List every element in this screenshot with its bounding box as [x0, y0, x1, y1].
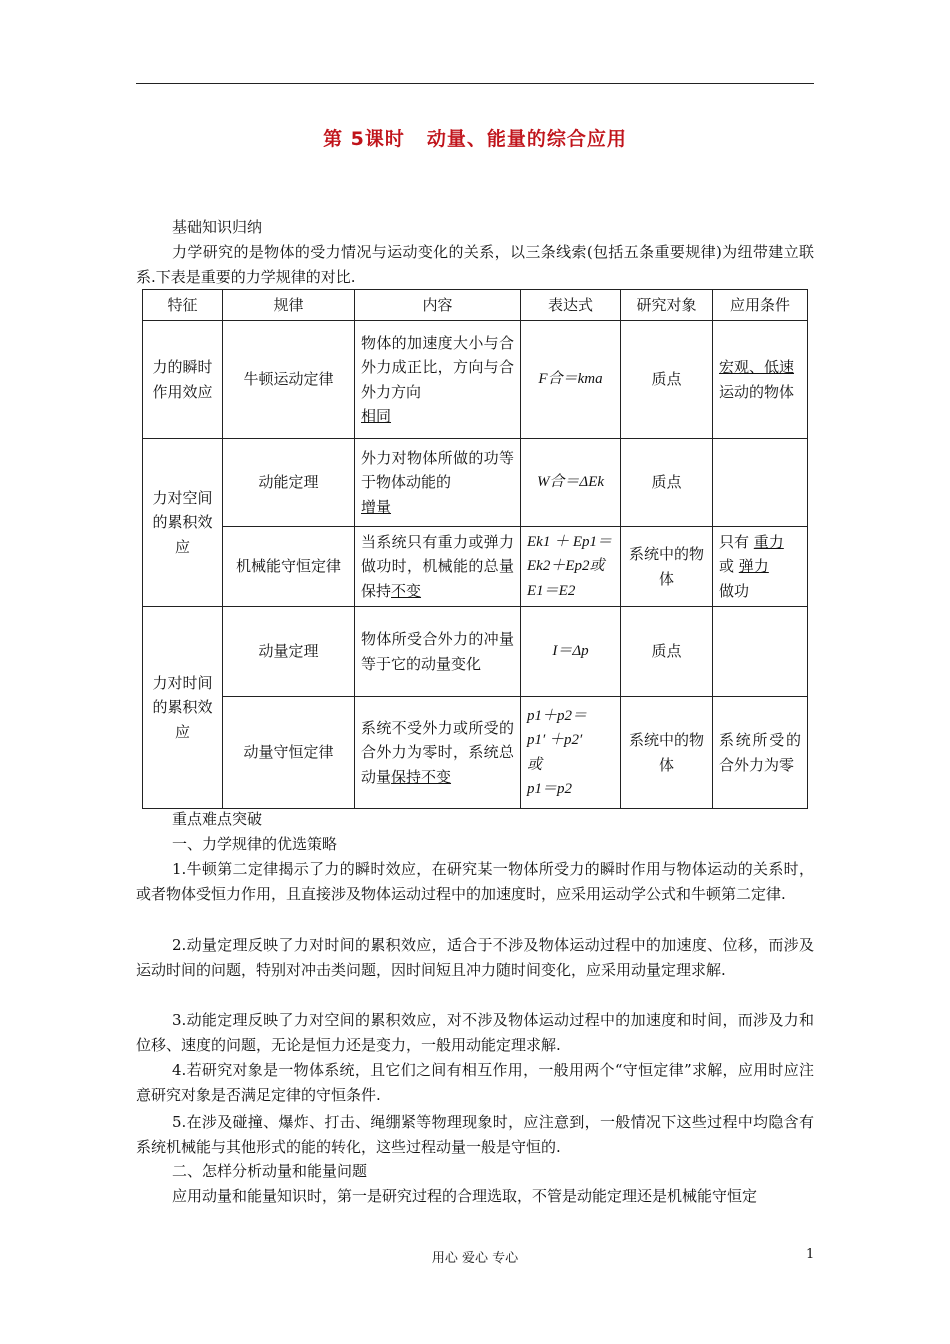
header-expression: 表达式 [521, 290, 621, 321]
header-object: 研究对象 [621, 290, 713, 321]
table-row [143, 439, 808, 527]
point-3: 3.动能定理反映了力对空间的累积效应，对不涉及物体运动过程中的加速度和时间，而涉及力和位移、速度的问题，无论是恒力还是变力，一般用动能定理求解. [136, 1011, 814, 1054]
condition-cell [713, 439, 808, 527]
content-cell: 物体所受合外力的冲量等于它的动量变化 [355, 607, 521, 697]
page-footer: 用心 爱心 专心 [431, 1251, 519, 1266]
condition-cell [713, 607, 808, 697]
point-5: 5.在涉及碰撞、爆炸、打击、绳绷紧等物理现象时，应注意到，一般情况下这些过程中均隐含有系统机械能与其他形式的能的转化，这些过程动量一般是守恒的. [136, 1113, 814, 1156]
part1-heading: 一、力学规律的优选策略 [172, 835, 338, 853]
formula-cell: F合＝kma [521, 321, 621, 439]
mechanics-law-table [142, 289, 808, 809]
content-cell: 系统不受外力或所受的合外力为零时，系统总动量保持不变 [355, 697, 521, 809]
title-topic: 动量、能量的综合应用 [426, 128, 627, 150]
page-number: 1 [806, 1247, 815, 1262]
part2-heading: 二、怎样分析动量和能量问题 [172, 1162, 368, 1180]
feature-cell: 力对时间的累积效应 [143, 607, 223, 809]
header-rule [136, 83, 814, 84]
part2-paragraph: 应用动量和能量知识时，第一是研究过程的合理选取，不管是动能定理还是机械能守恒定 [172, 1187, 758, 1205]
answer-blank: 重力 [753, 532, 784, 551]
header-feature: 特征 [143, 290, 223, 321]
page-title [0, 124, 950, 151]
content-cell: 当系统只有重力或弹力做功时，机械能的总量保持不变 [355, 527, 521, 607]
law-cell: 动量守恒定律 [223, 697, 355, 809]
law-cell: 牛顿运动定律 [223, 321, 355, 439]
table-row [143, 527, 808, 607]
point-1: 1.牛顿第二定律揭示了力的瞬时效应，在研究某一物体所受力的瞬时作用与物体运动的关系时，或者物体受恒力作用，且直接涉及物体运动过程中的加速度时，应采用运动学公式和牛顿第二定律. [136, 860, 814, 903]
answer-blank: 不变 [391, 581, 422, 600]
header-condition: 应用条件 [713, 290, 808, 321]
table-row [143, 321, 808, 439]
point-4: 4.若研究对象是一物体系统，且它们之间有相互作用，一般用两个“守恒定律”求解，应用时应注意研究对象是否满足定律的守恒条件. [136, 1061, 814, 1104]
condition-cell: 只有 重力 或 弹力 做功 [713, 527, 808, 607]
answer-blank: 保持不变 [391, 767, 452, 786]
section-heading-basics: 基础知识归纳 [172, 218, 263, 236]
point-2: 2.动量定理反映了力对时间的累积效应，适合于不涉及物体运动过程中的加速度、位移，而涉及运动时间的问题，特别对冲击类问题，因时间短且冲力随时间变化，应采用动量定理求解. [136, 936, 814, 979]
law-cell: 动能定理 [223, 439, 355, 527]
section-heading-key-points: 重点难点突破 [172, 810, 263, 828]
object-cell: 质点 [621, 321, 713, 439]
answer-blank: 增量 [361, 497, 392, 516]
answer-blank: 相同 [361, 407, 392, 425]
condition-cell: 宏观、低速 运动的物体 [713, 321, 808, 439]
object-cell: 系统中的物体 [621, 527, 713, 607]
title-lesson: 第 5课时 [323, 128, 405, 150]
formula-cell: Ek1 ＋ Ep1＝ Ek2＋Ep2或 E1＝E2 [521, 527, 621, 607]
object-cell: 质点 [621, 607, 713, 697]
header-law: 规律 [223, 290, 355, 321]
content-cell: 外力对物体所做的功等于物体动能的 增量 [355, 439, 521, 527]
feature-cell: 力对空间的累积效应 [143, 439, 223, 607]
header-content: 内容 [355, 290, 521, 321]
object-cell: 质点 [621, 439, 713, 527]
formula-cell: W合＝ΔEk [521, 439, 621, 527]
formula-cell: I＝Δp [521, 607, 621, 697]
content-cell: 物体的加速度大小与合外力成正比，方向与合外力方向 相同 [355, 321, 521, 439]
table-row [143, 697, 808, 809]
intro-paragraph: 力学研究的是物体的受力情况与运动变化的关系，以三条线索(包括五条重要规律)为纽带建立联系.下表是重要的力学规律的对比. [136, 243, 814, 286]
formula-cell: p1＋p2＝ p1′ ＋p2′ 或 p1＝p2 [521, 697, 621, 809]
condition-cell: 系统所受的合外力为零 [713, 697, 808, 809]
answer-blank: 宏观、低速 [719, 358, 795, 376]
feature-cell: 力的瞬时作用效应 [143, 321, 223, 439]
law-cell: 机械能守恒定律 [223, 527, 355, 607]
answer-blank: 弹力 [738, 557, 769, 576]
object-cell: 系统中的物体 [621, 697, 713, 809]
law-cell: 动量定理 [223, 607, 355, 697]
table-row [143, 607, 808, 697]
table-header-row [143, 290, 808, 321]
